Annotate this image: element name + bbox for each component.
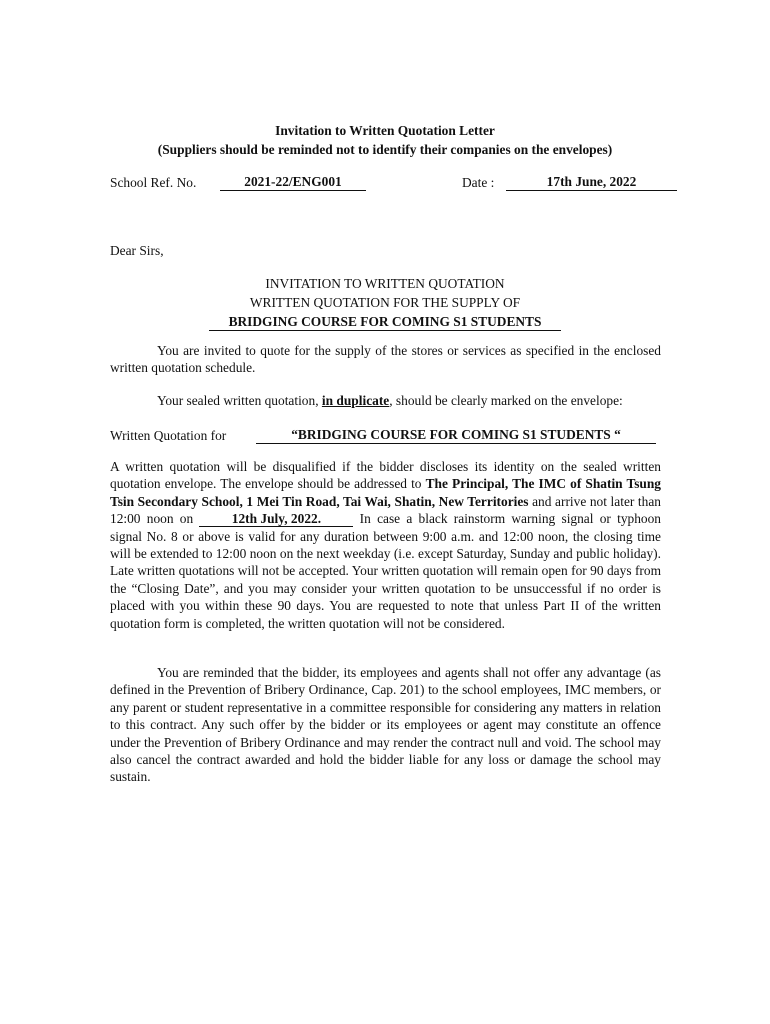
in-duplicate-emphasis: in duplicate [321,393,390,408]
paragraph-disq-text-3: In case a black rainstorm warning signal or typhoon signal No. 8 or above is valid for any duration between 9:00 a.m. and 12:00 noon, the closing time will be extended to 12:00 noon on the next weekday (i.e. except Saturday, Sunday and public holiday). Late written quotations will not be accepted. Your written quotation will remain open for 90 days from the “Closing Date”, and you may consider your written quotation to be unsuccessful if no order is placed with you within these 90 days. You are requested to note that unless Part II of the written quotation form is completed, the written quotation will not be considered. [110,511,662,631]
paragraph-bribery-warning: You are reminded that the bidder, its employees and agents shall not offer any advantage (as defined in the Prevention of Bribery Ordinance, Cap. 201) to the school employees, IMC members, or any parent or student representative in a committee responsible for considering any matters in relation to this contract. Any such offer by the bidder or its employees or agent may constitute an offence under the Prevention of Bribery Ordinance and may render the contract null and void. The school may also cancel the contract awarded and hold the bidder liable for any loss or damage the school may sustain. [110,665,661,785]
closing-date: 12th July, 2022. [199,512,353,527]
letter-title: Invitation to Written Quotation Letter [275,123,495,138]
heading-line-1: INVITATION TO WRITTEN QUOTATION [265,276,505,291]
school-ref-value: 2021-22/ENG001 [220,174,366,191]
paragraph-invitation: You are invited to quote for the supply of the stores or services as specified in the enclosed written quotation schedule. [110,343,661,376]
written-quotation-line [110,427,661,447]
written-quotation-label: Written Quotation for [110,428,227,443]
paragraph-disqualification [110,458,661,632]
salutation: Dear Sirs, [110,243,164,258]
reference-row [110,174,680,194]
quotation-heading [0,274,770,331]
paragraph-disq-text-2: and arrive not later than 12:00 noon on [110,493,661,527]
delivery-address: The Principal, The IMC of Shatin Tsung Tsin Secondary School, 1 Mei Tin Road, Tai Wai, Shatin, New Territories [110,476,662,509]
paragraph-sealed-quotation [110,392,661,409]
heading-line-2: WRITTEN QUOTATION FOR THE SUPPLY OF [249,295,521,310]
date-label: Date : [462,175,495,190]
letter-subtitle: (Suppliers should be reminded not to identify their companies on the envelopes) [157,142,613,157]
paragraph-disq-text-1: A written quotation will be disqualified if the bidder discloses its identity on the sealed written quotation envelope. The envelope should be addressed to [110,459,661,492]
heading-line-3: BRIDGING COURSE FOR COMING S1 STUDENTS [209,314,562,331]
paragraph-sealed-text-2: , should be clearly marked on the envelope: [389,393,623,408]
letter-title-block [0,121,770,159]
school-ref-label: School Ref. No. [110,175,197,190]
written-quotation-value: “BRIDGING COURSE FOR COMING S1 STUDENTS “ [256,427,656,444]
date-value: 17th June, 2022 [506,174,677,191]
paragraph-sealed-text-1: Your sealed written quotation, [157,393,322,408]
